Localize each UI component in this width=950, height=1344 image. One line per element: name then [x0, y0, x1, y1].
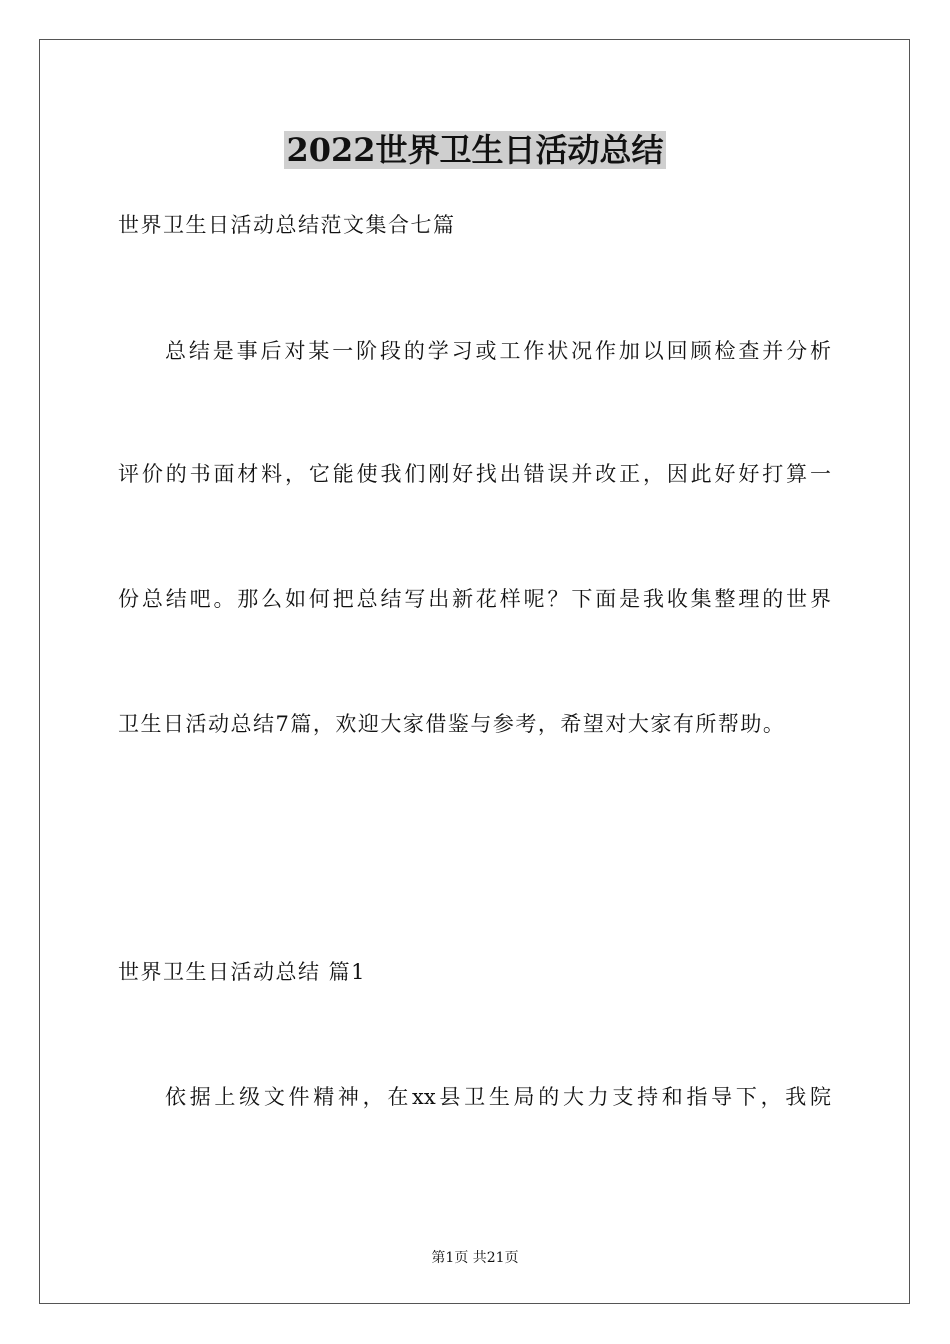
intro-line-1: 总结是事后对某一阶段的学习或工作状况作加以回顾检查并分析 — [165, 339, 831, 363]
intro-line-2: 评价的书面材料，它能使我们刚好找出错误并改正，因此好好打算一 — [118, 462, 831, 486]
document-subtitle: 世界卫生日活动总结范文集合七篇 — [118, 213, 456, 237]
page-footer: 第1页 共21页 — [431, 1250, 519, 1266]
section-paragraph-line-1: 依据上级文件精神，在xx县卫生局的大力支持和指导下，我院 — [165, 1085, 831, 1109]
intro-line-3: 份总结吧。那么如何把总结写出新花样呢？下面是我收集整理的世界 — [118, 587, 831, 611]
document-title-text: 2022世界卫生日活动总结 — [286, 131, 664, 169]
document-title — [0, 128, 950, 172]
intro-line-4: 卫生日活动总结7篇，欢迎大家借鉴与参考，希望对大家有所帮助。 — [118, 712, 786, 736]
section-heading: 世界卫生日活动总结 篇1 — [118, 960, 367, 984]
